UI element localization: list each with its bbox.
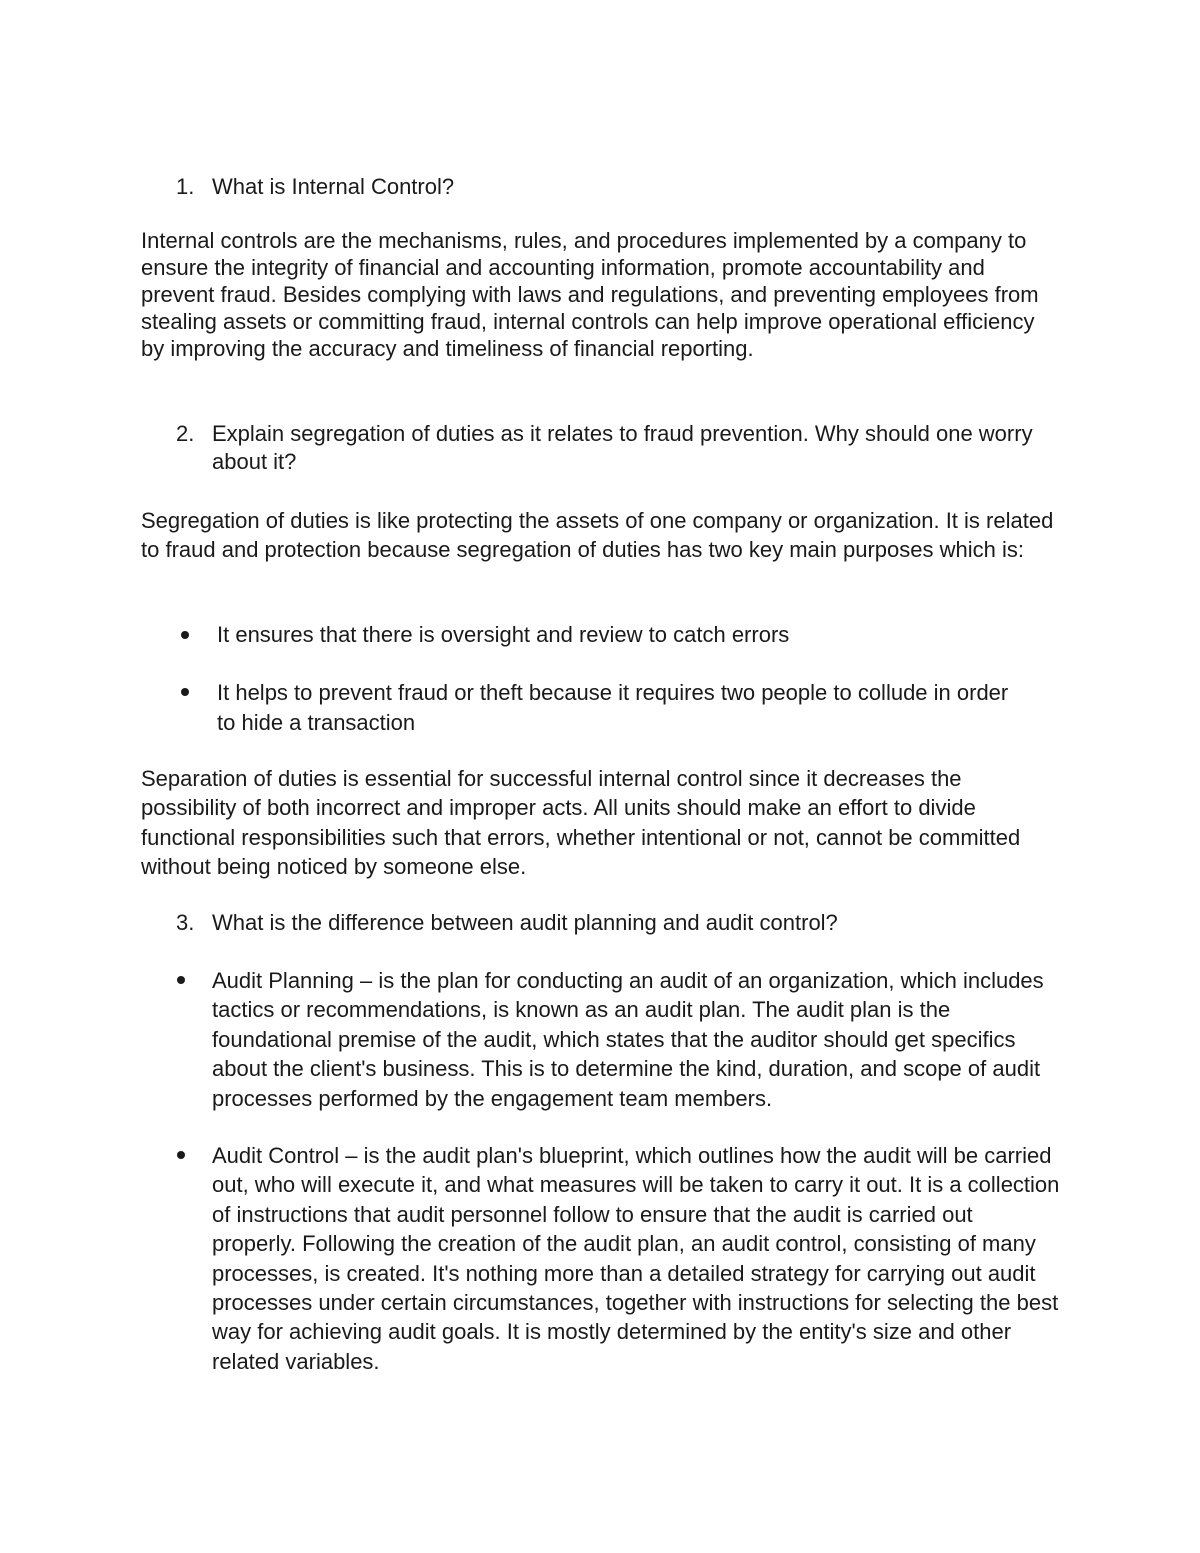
question-3-text: What is the difference between audit planning and audit control? bbox=[212, 910, 838, 935]
list-item-text: It helps to prevent fraud or theft because it requires two people to collude in order to hide a transaction bbox=[217, 680, 1009, 735]
question-3 bbox=[176, 909, 1056, 936]
list-item bbox=[181, 678, 1061, 738]
question-2 bbox=[176, 420, 1056, 476]
list-item bbox=[176, 1141, 1060, 1381]
question-1-answer: Internal controls are the mechanisms, rules, and procedures implemented by a company to ensure the integrity of financial and accounting information, promote accountability and prevent fraud. Besides complying with laws and regulations, and preventing employees from stealing assets or committing fraud, internal controls can help improve operational efficiency by improving the accuracy and timeliness of financial reporting. bbox=[141, 228, 1039, 361]
bullet-icon bbox=[177, 1151, 185, 1159]
question-1 bbox=[176, 173, 1056, 200]
bullet-icon bbox=[181, 688, 189, 696]
question-2-answer-conclusion: Separation of duties is essential for successful internal control since it decreases the possibility of both incorrect and improper acts. All units should make an effort to divide functional responsibilities such that errors, whether intentional or not, cannot be committed without being noticed by someone else. bbox=[141, 766, 1021, 879]
bullet-icon bbox=[177, 976, 185, 984]
question-1-text: What is Internal Control? bbox=[212, 174, 455, 199]
list-item-text: It ensures that there is oversight and review to catch errors bbox=[217, 622, 790, 647]
question-3-number: 3. bbox=[176, 910, 195, 935]
list-item bbox=[181, 621, 1061, 648]
question-1-number: 1. bbox=[176, 174, 195, 199]
bullet-icon bbox=[181, 631, 189, 639]
question-2-text: Explain segregation of duties as it relates to fraud prevention. Why should one worry about it? bbox=[212, 421, 1033, 474]
list-item-text: Audit Control – is the audit plan's blueprint, which outlines how the audit will be carried out, who will execute it, and what measures will be taken to carry it out. It is a collection of instructions that audit personnel follow to ensure that the audit is carried out properly. Following the creation of the audit plan, an audit control, consisting of many processes, is created. It's nothing more than a detailed strategy for carrying out audit processes under certain circumstances, together with instructions for selecting the best way for achieving audit goals. It is mostly determined by the entity's size and other related variables. bbox=[212, 1143, 1060, 1374]
question-2-answer-intro: Segregation of duties is like protecting the assets of one company or organization. It is related to fraud and protection because segregation of duties has two key main purposes which is: bbox=[141, 508, 1054, 562]
question-2-number: 2. bbox=[176, 421, 195, 446]
list-item-text: Audit Planning – is the plan for conducting an audit of an organization, which includes tactics or recommendations, is known as an audit plan. The audit plan is the foundational premise of the audit, which states that the auditor should get specifics about the client's business. This is to determine the kind, duration, and scope of audit processes performed by the engagement team members. bbox=[212, 968, 1044, 1111]
list-item bbox=[176, 966, 1056, 1116]
